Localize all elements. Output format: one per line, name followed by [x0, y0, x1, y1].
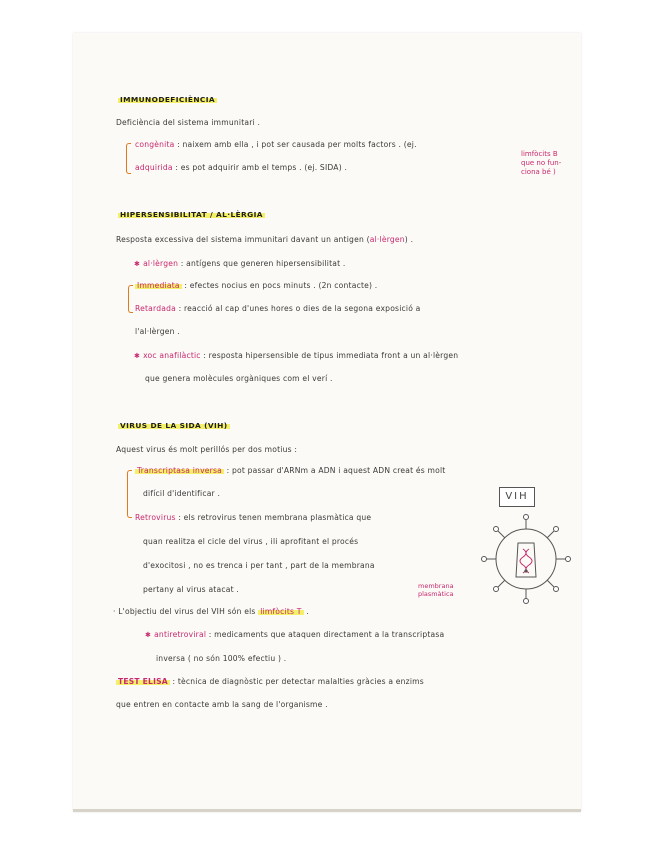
s1-bracket [126, 143, 131, 174]
s3-intro: Aquest virus és molt perillós per dos motius : [116, 445, 298, 454]
s3-antiretroviral-cont: inversa ( no són 100% efectiu ) . [156, 654, 287, 663]
vih-label-box: VIH [499, 487, 535, 507]
s2-xoc: ✱ xoc anafilàctic : resposta hipersensible de tipus immediata front a un al·lèrgen [134, 351, 459, 360]
s2-immediata: Immediata : efectes nocius en pocs minuts . (2n contacte) . [137, 281, 378, 290]
s1-adquirida: adquirida : es pot adquirir amb el temps . (ej. SIDA) . [135, 163, 348, 172]
s3-objectiu: · L'objectiu del virus del VIH són els limfòcits T . [113, 607, 309, 616]
s3-transcriptasa: Transcriptasa inversa : pot passar d'ARNm a ADN i aquest ADN creat és molt [137, 466, 446, 475]
virus-diagram [474, 507, 582, 607]
s3-transcriptasa-cont: difícil d'identificar . [143, 489, 221, 498]
section-title-virus-sida: VIRUS DE LA SIDA (VIH) [120, 421, 228, 430]
s2-retardada: Retardada : reacció al cap d'unes hores o dies de la segona exposició a [135, 304, 421, 313]
s1-congenita: congènita : naixem amb ella , i pot ser causada per molts factors . (ej. [135, 140, 417, 149]
membrane-note: membrana plasmàtica [418, 582, 454, 598]
bullet-dot: · [113, 607, 116, 616]
s1-side-note: limfòcits B que no fun- ciona bé ) [521, 150, 562, 176]
s4-test-elisa: TEST ELISA : tècnica de diagnòstic per detectar malalties gràcies a enzims [118, 677, 424, 686]
section-title-hipersensibilitat: HIPERSENSIBILITAT / AL·LÈRGIA [120, 210, 263, 219]
s3-antiretroviral: ✱ antiretroviral : medicaments que ataquen directament a la transcriptasa [145, 630, 445, 639]
s3-retrovirus-cont1: quan realitza el cicle del virus , ili aprofitant el procés [143, 537, 359, 546]
s2-definition: Resposta excessiva del sistema immunitari davant un antigen (al·lèrgen) . [116, 235, 414, 244]
s2-bracket [128, 285, 133, 313]
s3-retrovirus-cont2: d'exocitosi , no es trenca i per tant , part de la membrana [143, 561, 375, 570]
s4-test-elisa-cont: que entren en contacte amb la sang de l'organisme . [116, 700, 328, 709]
s3-retrovirus-cont3: pertany al virus atacat . [143, 585, 239, 594]
s3-bracket [127, 470, 132, 518]
section-title-immunodeficiencia: IMMUNODEFICIÈNCIA [120, 95, 216, 104]
s2-allergen: ✱ al·lèrgen : antígens que generen hipersensibilitat . [134, 259, 346, 268]
s2-retardada-cont: l'al·lèrgen . [135, 327, 180, 336]
s1-definition: Deficiència del sistema immunitari . [116, 118, 261, 127]
s3-retrovirus: Retrovirus : els retrovirus tenen membrana plasmàtica que [135, 513, 372, 522]
s2-xoc-cont: que genera molècules orgàniques com el verí . [145, 374, 333, 383]
